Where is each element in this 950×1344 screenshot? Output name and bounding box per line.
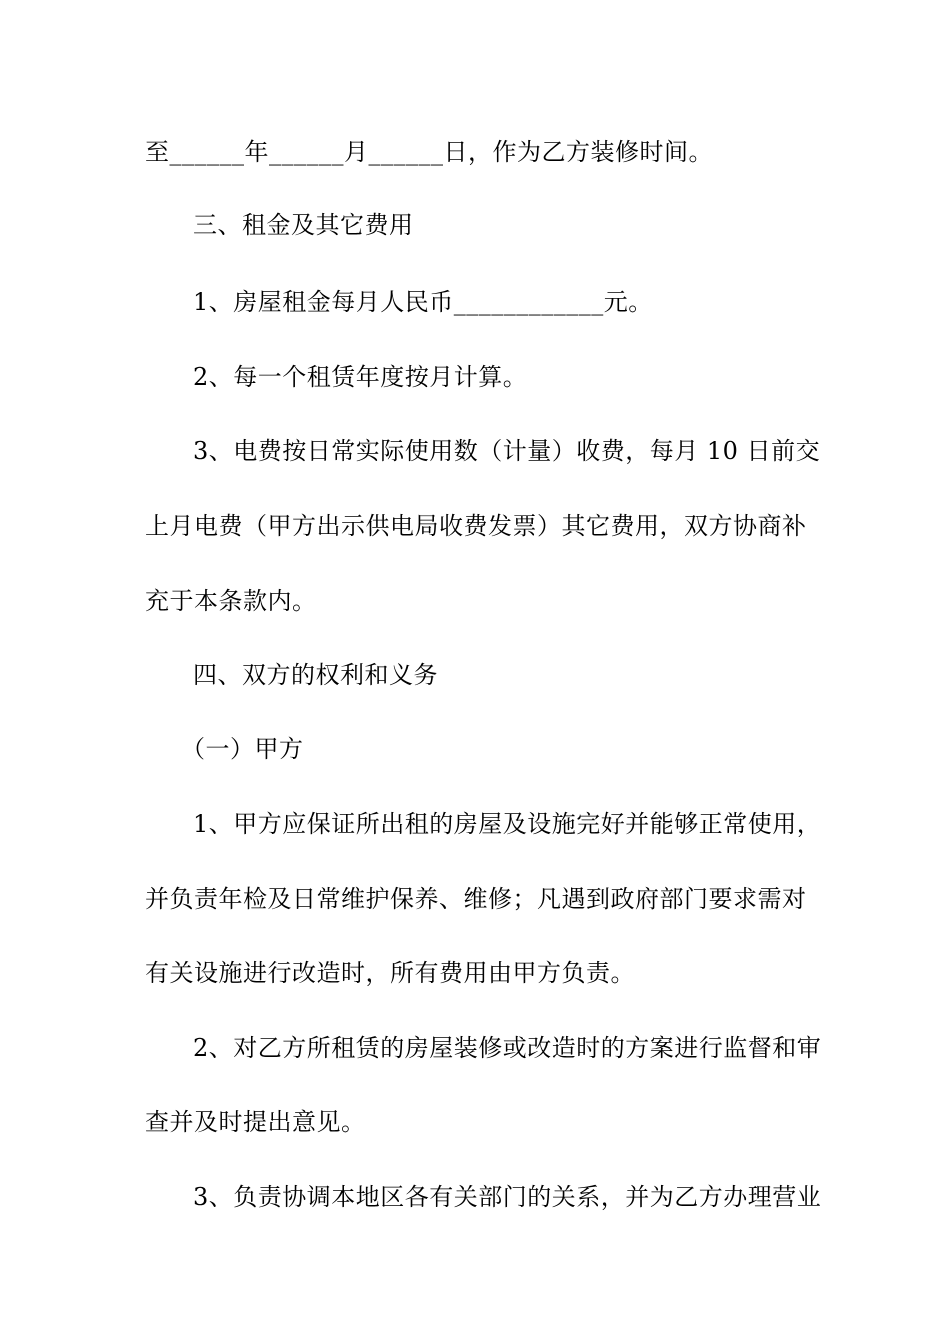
text-line-party-a-1a: 1、甲方应保证所出租的房屋及设施完好并能够正常使用，: [193, 810, 822, 838]
text-line-party-a-1b: 并负责年检及日常维护保养、维修；凡遇到政府部门要求需对: [145, 885, 807, 913]
text-line-decoration-period: 至______年______月______日，作为乙方装修时间。: [145, 138, 713, 166]
text-line-party-a-2b: 查并及时提出意见。: [145, 1108, 366, 1136]
text-line-electricity-1: 3、电费按日常实际使用数（计量）收费，每月 10 日前交: [193, 437, 821, 465]
section-heading-rent: 三、租金及其它费用: [193, 211, 414, 239]
section-heading-rights: 四、双方的权利和义务: [193, 661, 438, 689]
text-line-party-a-3a: 3、负责协调本地区各有关部门的关系，并为乙方办理营业: [193, 1183, 822, 1211]
text-line-electricity-3: 充于本条款内。: [145, 587, 317, 615]
subsection-heading-party-a: （一）甲方: [181, 735, 304, 763]
text-line-monthly-rent: 1、房屋租金每月人民币____________元。: [193, 288, 653, 316]
text-line-party-a-2a: 2、对乙方所租赁的房屋装修或改造时的方案进行监督和审: [193, 1034, 822, 1062]
text-line-electricity-2: 上月电费（甲方出示供电局收费发票）其它费用，双方协商补: [145, 512, 807, 540]
text-line-party-a-1c: 有关设施进行改造时，所有费用由甲方负责。: [145, 959, 635, 987]
text-line-lease-year: 2、每一个租赁年度按月计算。: [193, 363, 528, 391]
